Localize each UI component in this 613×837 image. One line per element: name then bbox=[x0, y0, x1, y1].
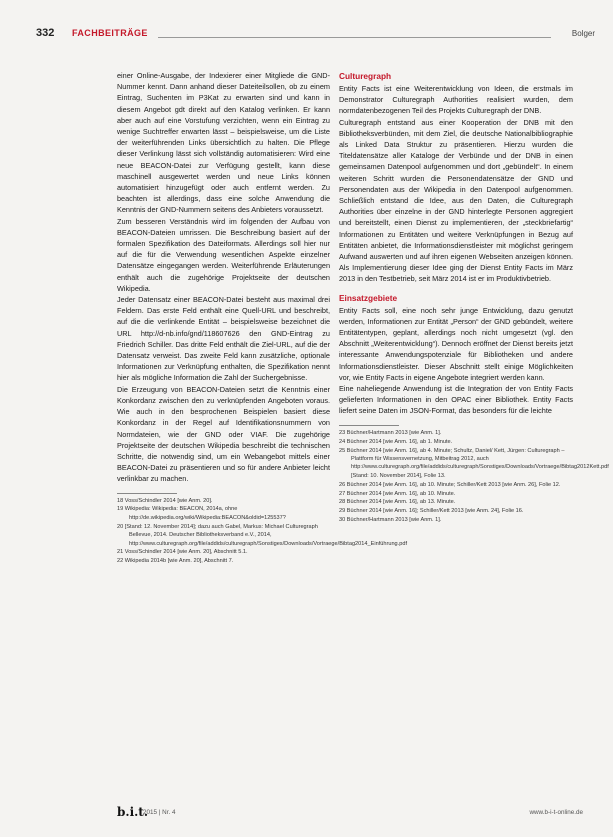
right-column bbox=[339, 70, 609, 525]
footnote: 20 [Stand: 12. November 2014]; dazu auch Gabel, Markus: Michael Culturegraph Bellevue, 2014. Deutscher Bibliotheksverband e.V., 2014, http://www.culturegraph.org/file/addids/culturegraph/Sonstiges/Downloads/Vortraege/Bibtag2014_Einführung.pdf bbox=[117, 523, 407, 547]
footnote-rule bbox=[339, 425, 399, 426]
page-number: 332 bbox=[36, 27, 55, 39]
body-paragraph: einer Online-Ausgabe, der Indexierer einer Mitgliede die GND-Nummer kennt. Dann anhand dieser Dateiteilsollen, ob zu einem Eintrag, Suchenten im P3Kat zu erwarten sind und kann in diesem Angebot gdt direkt auf den Katalog verlinken. Er kann aber auch auf eine Vorstufung verzichten, wenn ein Eintrag zu wenige Suchtreffer erwarten lässt – beispielsweise, um die Liste der weiterführenden Links übersichtlich zu halten. Die Pflege dieser Verlinkung lässt sich vollständig automatisieren: Wird eine neue BEACON-Datei zur Verfügung gestellt, kann diese maschinell ausgewertet werden und neue Links können automatisiert hinzugefügt oder auch entfernt werden. Zu beachten ist allerdings, dass eine solche Anwendung die Kenntnis der GND-Nummern seitens des Anbieters voraussetzt. bbox=[117, 71, 330, 215]
body-paragraph: Eine naheliegende Anwendung ist die Integration der von Entity Facts gelieferten Informationen in den OPAC einer Bibliothek. Entity Facts liefert seine Daten im JSON-Format, das besonders für die leichte bbox=[339, 384, 573, 416]
footnote: 19 Wikipedia: Wikipedia: BEACON, 2014a, ohne http://de.wikipedia.org/wiki/Wikipedia:BEACON&oldid=125537? bbox=[117, 506, 286, 521]
body-paragraph: Entity Facts soll, eine noch sehr junge Entwicklung, dazu genutzt werden, Informationen zur Entität „Person“ der GND gebündelt, weitere Entitätentypen, geplant, allerdings noch nicht umgesetzt (vgl. den Abschnitt „Weiterentwicklung“). Dennoch eröffnet der Dienst bereits jetzt interessante Anwendungspotenziale für Bibliotheken und andere Informationsdienstleister. Dieser Abschnitt stellt einige Möglichkeiten vor, wie Entity Facts in eigene Angebote integriert werden kann. bbox=[339, 305, 573, 382]
body-paragraph: Die Erzeugung von BEACON-Dateien setzt die Kenntnis einer Konkordanz zwischen den zu verknüpfenden Angeboten voraus. Wie auch in den besprochenen Beispielen basiert diese Konkordanz in der Regel auf Identifikationsnummern von Normdateien, wie der GND oder VIAF. Die zugehörige Projektseite der deutschen Wikipedia beschreibt die technischen Schritte, die notwendig sind, um ein Webangebot mittels einer BEACON-Datei zu präsentieren und so für andere Anbieter leicht verlinkbar zu machen. bbox=[117, 384, 330, 484]
section-heading: Einsatzgebiete bbox=[339, 292, 398, 303]
section-label: FACHBEITRÄGE bbox=[72, 28, 148, 38]
running-author: Bolger bbox=[571, 29, 595, 38]
body-paragraph: Culturegraph entstand aus einer Kooperation der DNB mit den Bibliotheksverbünden, mit dem Ziel, die deutsche Nationalbibliographie als Linked Data Struktur zu präsentieren. Hierzu wurden die Titeldatensätze aller Kataloge der Verbünde und der DNB in einen gemeinsamen Datenpool aufgenommen und dort „gebündelt“. In einem weiteren Schritt wurden die Personendatensätze der GND und Personendaten aus der Wikipedia in den Datenpool aufgenommen. Schließlich entstand die Idee, aus den Daten, die Culturegraph Authorities über einzelne in der GND hinterlegte Personen aggregiert und bereitstellt, einen Dienst zu implementieren, der „steckbriefartig“ Informationen zu Entitäten und weitere Verknüpfungen in Bezug auf Entitäten anbietet, die Informationsdienstleister mit möglichst geringem Aufwand auswerten und auf ihren eigenen Webseiten anzeigen können. Als Implementierung dieser Idee ging der Dienst Entity Facts im März 2013 in den Testbetrieb, seit März 2014 ist er im Produktivbetrieb. bbox=[339, 117, 573, 284]
body-paragraph: Entity Facts ist eine Weiterentwicklung von Ideen, die erstmals im Demonstrator Culturegraph Authorities realisiert wurden, dem normdatenbezogenen Teil des Projekts Culturegraph der DNB. bbox=[339, 84, 573, 116]
website-url[interactable]: www.b-i-t-online.de bbox=[529, 809, 583, 816]
logo-text: b.i.t. bbox=[117, 805, 149, 819]
footnote: 30 Büchner/Hartmann 2013 [wie Anm. 1]. bbox=[339, 517, 442, 524]
running-header bbox=[36, 27, 595, 41]
footnotes bbox=[339, 429, 609, 525]
footnote: 21 Voss/Schindler 2014 [wie Anm. 20], Abschnitt 5.1. bbox=[117, 549, 248, 556]
issue-label: 2015 | Nr. 4 bbox=[143, 809, 176, 816]
footnote-rule bbox=[117, 493, 177, 494]
body-paragraph: Jeder Datensatz einer BEACON-Datei besteht aus maximal drei Feldern. Das erste Feld enthält eine Quell-URL und beschreibt, auf die die verlinkende Entität – beispielsweise bezeichnet die URL http://d-nb.info/gnd/118607626 den GND-Eintrag zu Friedrich Schiller. Das dritte Feld enthält die Ziel-URL, auf die der Datensatz verweist. Das zweite Feld kann zusätzliche, optionale Informationen zur Verknüpfung enthalten, die Spezifikation nennt hier als mögliche Information die Zahl der Suchergebnisse. bbox=[117, 295, 330, 383]
page-footer bbox=[117, 805, 583, 819]
footnote: 18 Voss/Schindler 2014 [wie Anm. 20]. bbox=[117, 497, 213, 504]
footnote: 27 Büchner 2014 [wie Anm. 16], ab 10. Minute. bbox=[339, 490, 456, 497]
footnote: 24 Büchner 2014 [wie Anm. 16], ab 1. Minute. bbox=[339, 438, 453, 445]
section-heading: Culturegraph bbox=[339, 71, 392, 81]
footnote: 26 Büchner 2014 [wie Anm. 16], ab 10. Minute; Schiller/Kett 2013 [wie Anm. 26], Folie 12. bbox=[339, 481, 561, 488]
body-paragraph: Zum besseren Verständnis wird im folgenden der Aufbau von BEACON-Dateien umrissen. Die Beschreibung basiert auf der formalen Spezifikation des Dateiformats. Allerdings soll hier nur auf die für die Verwendung wesentlichen Aspekte einzelner Datensätze eingegangen werden. Weiterführende Erläuterungen enthält auch die zugehörige Projektseite der deutschen Wikipedia. bbox=[117, 216, 330, 293]
footnote: 25 Büchner 2014 [wie Anm. 16], ab 4. Minute; Schultz, Daniel/ Kett, Jürgen: Culturegraph – Plattform für Wissensvernetzung, Mitbeitrag 2012, auch http://www.culturegraph.org/file/addids/culturegraph/Sonstiges/Downloads/Vortraege/Bibtag2012Kett.pdf [Stand: 10. November 2014], Folie 13. bbox=[339, 447, 609, 479]
header-rule bbox=[158, 37, 551, 38]
footnote: 29 Büchner 2014 [wie Anm. 16]; Schiller/Kett 2013 [wie Anm. 24], Folie 16. bbox=[339, 508, 524, 515]
footnote: 22 Wikipedia 2014b [wie Anm. 20], Abschnitt 7. bbox=[117, 558, 234, 565]
footnote: 23 Büchner/Hartmann 2013 [wie Anm. 1]. bbox=[339, 429, 442, 436]
footnote: 28 Büchner 2014 [wie Anm. 16], ab 13. Minute. bbox=[339, 499, 456, 506]
